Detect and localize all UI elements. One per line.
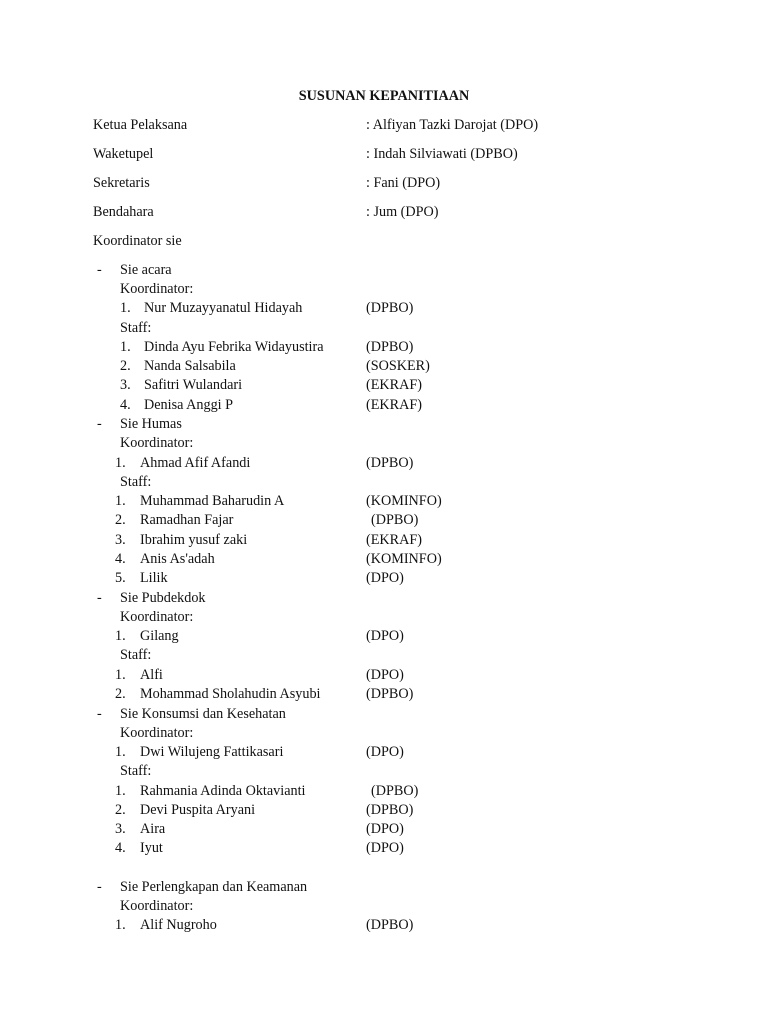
member-unit: (EKRAF) — [366, 377, 422, 393]
member-name: Aira — [140, 821, 166, 837]
member-unit: (DPBO) — [366, 339, 414, 355]
staff-label: Staff: — [120, 647, 152, 663]
section-dash: - — [97, 879, 102, 895]
staff-label: Staff: — [120, 320, 152, 336]
member-unit: (EKRAF) — [366, 397, 422, 413]
section-name: Sie acara — [120, 262, 172, 278]
member-number: 1. — [115, 493, 126, 509]
member-name: Lilik — [140, 570, 168, 586]
member-name: Gilang — [140, 628, 179, 644]
member-name: Anis As'adah — [140, 551, 215, 567]
member-name: Nur Muzayyanatul Hidayah — [144, 300, 303, 316]
officer-role: Ketua Pelaksana — [93, 117, 188, 133]
member-unit: (DPBO) — [371, 783, 419, 799]
member-unit: (DPBO) — [366, 455, 414, 471]
member-unit: (DPO) — [366, 744, 404, 760]
member-name: Denisa Anggi P — [144, 397, 234, 413]
member-name: Nanda Salsabila — [144, 358, 236, 374]
officer-role: Bendahara — [93, 204, 154, 220]
officer-value: : Jum (DPO) — [366, 204, 439, 220]
member-unit: (KOMINFO) — [366, 493, 442, 509]
member-name: Alfi — [140, 667, 163, 683]
member-unit: (DPBO) — [366, 300, 414, 316]
member-name: Ahmad Afif Afandi — [140, 455, 251, 471]
koordinator-sie-heading: Koordinator sie — [93, 233, 182, 249]
member-name: Iyut — [140, 840, 163, 856]
member-name: Dwi Wilujeng Fattikasari — [140, 744, 284, 760]
section-name: Sie Pubdekdok — [120, 590, 206, 606]
member-number: 1. — [115, 455, 126, 471]
koordinator-label: Koordinator: — [120, 281, 194, 297]
member-unit: (DPO) — [366, 840, 404, 856]
member-number: 2. — [115, 512, 126, 528]
member-unit: (DPBO) — [366, 802, 414, 818]
member-number: 3. — [120, 377, 131, 393]
section-dash: - — [97, 590, 102, 606]
member-unit: (DPBO) — [366, 686, 414, 702]
member-name: Safitri Wulandari — [144, 377, 243, 393]
member-number: 3. — [115, 821, 126, 837]
section-name: Sie Konsumsi dan Kesehatan — [120, 706, 286, 722]
member-number: 1. — [115, 783, 126, 799]
member-number: 2. — [115, 686, 126, 702]
officer-role: Sekretaris — [93, 175, 150, 191]
officer-value: : Alfiyan Tazki Darojat (DPO) — [366, 117, 539, 133]
member-name: Ramadhan Fajar — [140, 512, 234, 528]
member-number: 4. — [120, 397, 131, 413]
member-number: 4. — [115, 840, 126, 856]
officer-value: : Fani (DPO) — [366, 175, 441, 191]
member-unit: (SOSKER) — [366, 358, 430, 374]
member-name: Mohammad Sholahudin Asyubi — [140, 686, 321, 702]
member-number: 1. — [120, 300, 131, 316]
staff-label: Staff: — [120, 474, 152, 490]
member-unit: (DPBO) — [371, 512, 419, 528]
koordinator-label: Koordinator: — [120, 725, 194, 741]
koordinator-label: Koordinator: — [120, 898, 194, 914]
member-unit: (KOMINFO) — [366, 551, 442, 567]
member-name: Ibrahim yusuf zaki — [140, 532, 248, 548]
member-number: 1. — [115, 667, 126, 683]
member-name: Muhammad Baharudin A — [140, 493, 285, 509]
section-dash: - — [97, 262, 102, 278]
section-dash: - — [97, 706, 102, 722]
member-number: 2. — [120, 358, 131, 374]
member-number: 2. — [115, 802, 126, 818]
section-dash: - — [97, 416, 102, 432]
koordinator-label: Koordinator: — [120, 435, 194, 451]
member-unit: (DPBO) — [366, 917, 414, 933]
member-number: 5. — [115, 570, 126, 586]
member-number: 1. — [115, 744, 126, 760]
member-unit: (DPO) — [366, 821, 404, 837]
member-unit: (DPO) — [366, 667, 404, 683]
member-number: 1. — [115, 628, 126, 644]
member-unit: (DPO) — [366, 628, 404, 644]
member-name: Devi Puspita Aryani — [140, 802, 256, 818]
section-name: Sie Humas — [120, 416, 182, 432]
member-name: Alif Nugroho — [140, 917, 217, 933]
member-unit: (DPO) — [366, 570, 404, 586]
member-name: Dinda Ayu Febrika Widayustira — [144, 339, 324, 355]
officer-role: Waketupel — [93, 146, 154, 162]
document-title: SUSUNAN KEPANITIAAN — [298, 88, 470, 104]
staff-label: Staff: — [120, 763, 152, 779]
member-number: 1. — [120, 339, 131, 355]
koordinator-label: Koordinator: — [120, 609, 194, 625]
member-unit: (EKRAF) — [366, 532, 422, 548]
member-number: 4. — [115, 551, 126, 567]
member-number: 1. — [115, 917, 126, 933]
section-name: Sie Perlengkapan dan Keamanan — [120, 879, 308, 895]
member-name: Rahmania Adinda Oktavianti — [140, 783, 306, 799]
officer-value: : Indah Silviawati (DPBO) — [366, 146, 518, 162]
member-number: 3. — [115, 532, 126, 548]
